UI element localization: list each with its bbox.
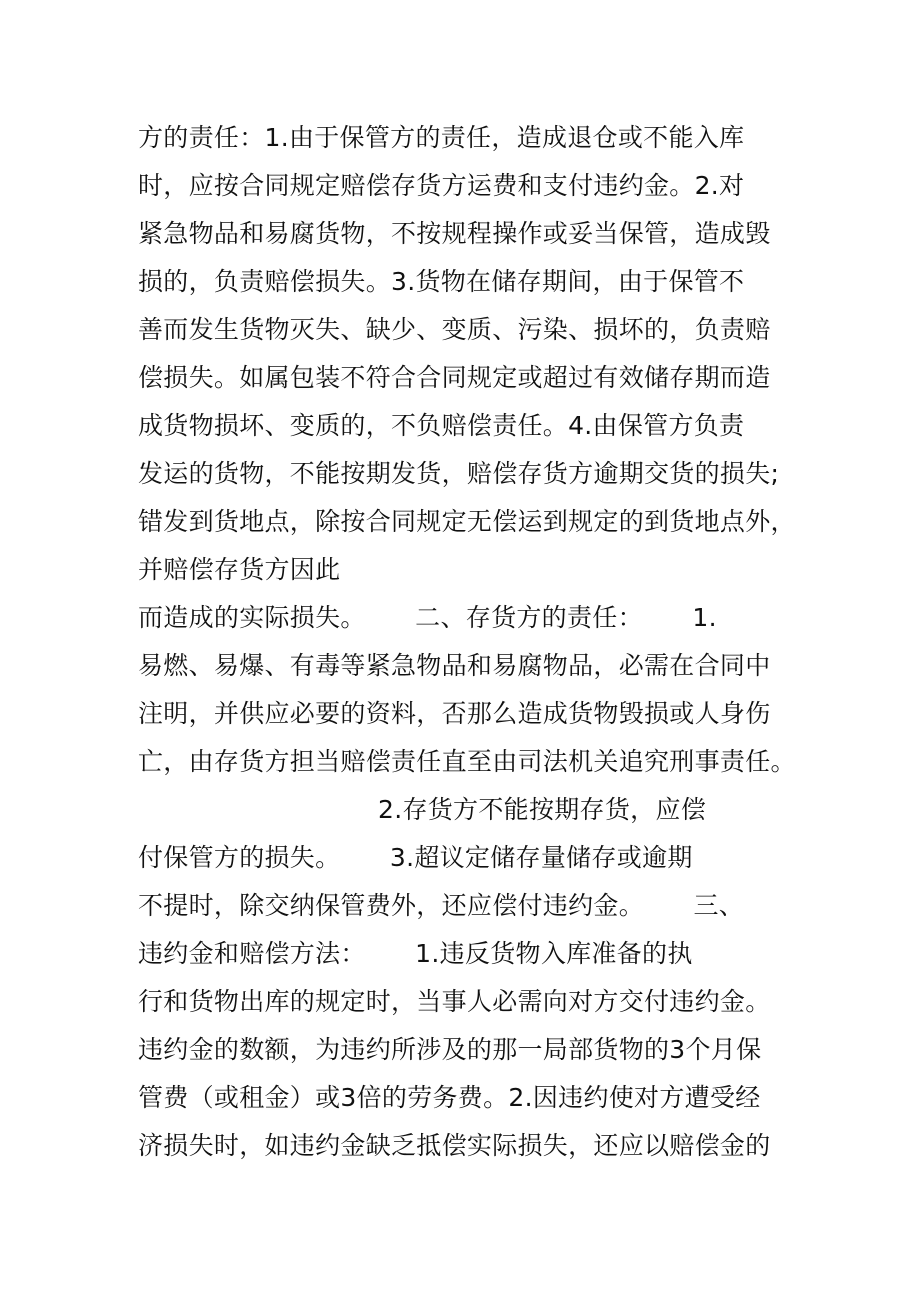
text-line: 损的，负责赔偿损失。3.货物在储存期间，由于保管不	[138, 267, 745, 296]
text-line: 发运的货物，不能按期发货，赔偿存货方逾期交货的损失;	[138, 459, 780, 488]
text-line: 方的责任：1.由于保管方的责任，造成退仓或不能入库	[138, 123, 745, 152]
text-line: 不提时，除交纳保管费外，还应偿付违约金。 三、	[138, 891, 745, 920]
text-line: 行和货物出库的规定时，当事人必需向对方交付违约金。	[138, 987, 771, 1016]
text-line: 亡，由存货方担当赔偿责任直至由司法机关追究刑事责任。	[138, 747, 796, 776]
text-line: 并赔偿存货方因此	[138, 555, 341, 584]
text-line: 易燃、易爆、有毒等紧急物品和易腐物品，必需在合同中	[138, 651, 771, 680]
text-line: 紧急物品和易腐货物，不按规程操作或妥当保管，造成毁	[138, 219, 771, 248]
text-line: 错发到货地点，除按合同规定无偿运到规定的到货地点外，	[138, 507, 796, 536]
text-line: 善而发生货物灭失、缺少、变质、污染、损坏的，负责赔	[138, 315, 771, 344]
text-line: 付保管方的损失。 3.超议定储存量储存或逾期	[138, 843, 693, 872]
text-line: 2.存货方不能按期存货，应偿	[378, 795, 707, 824]
text-line: 而造成的实际损失。 二、存货方的责任： 1.	[138, 603, 717, 632]
text-line: 违约金的数额，为违约所涉及的那一局部货物的3个月保	[138, 1035, 762, 1064]
text-line: 成货物损坏、变质的，不负赔偿责任。4.由保管方负责	[138, 411, 745, 440]
text-line: 偿损失。如属包装不符合合同规定或超过有效储存期而造	[138, 363, 771, 392]
text-line: 时，应按合同规定赔偿存货方运费和支付违约金。2.对	[138, 171, 745, 200]
text-line: 注明，并供应必要的资料，否那么造成货物毁损或人身伤	[138, 699, 771, 728]
text-line: 管费（或租金）或3倍的劳务费。2.因违约使对方遭受经	[138, 1083, 761, 1112]
text-line: 违约金和赔偿方法： 1.违反货物入库准备的执	[138, 939, 693, 968]
text-line: 济损失时，如违约金缺乏抵偿实际损失，还应以赔偿金的	[138, 1131, 771, 1160]
